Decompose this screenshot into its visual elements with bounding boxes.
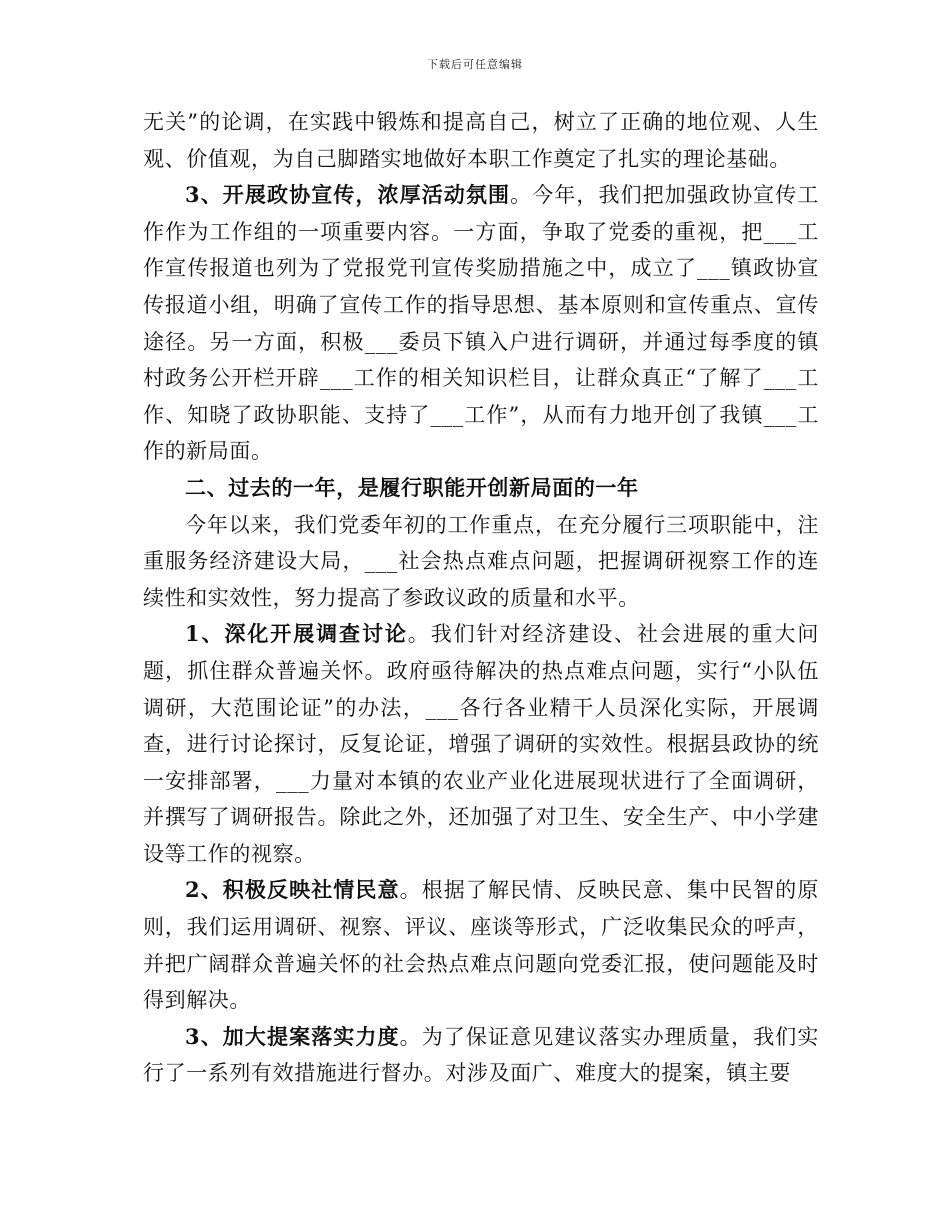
paragraph-publicity [143,177,819,470]
paragraph-heading: 3、加大提案落实力度 [185,1023,400,1049]
section-heading [143,470,819,507]
paragraph-heading: 1、深化开展调查讨论 [185,621,408,647]
page-header: 下载后可任意编辑 [427,58,523,71]
section-heading-text: 二、过去的一年，是履行职能开创新局面的一年 [185,474,639,500]
paragraph-heading: 2、积极反映社情民意 [185,877,400,903]
paragraph-continuation [143,104,819,177]
paragraph-overview [143,507,819,617]
paragraph-public-opinion [143,872,819,1018]
paragraph-proposals [143,1019,819,1092]
paragraph-text: 无关”的论调，在实践中锻炼和提高自己，树立了正确的地位观、人生观、价值观，为自己脚踏实地做好本职工作奠定了扎实的理论基础。 [143,110,819,171]
paragraph-text: 。根据了解民情、反映民意、集中民智的原则，我们运用调研、视察、评议、座谈等形式，广泛收集民众的呼声，并把广阔群众普遍关怀的社会热点难点问题向党委汇报，使问题能及时得到解决。 [143,878,819,1013]
document-body [143,104,819,1092]
paragraph-text: 今年以来，我们党委年初的工作重点，在充分履行三项职能中，注重服务经济建设大局，___社会热点难点问题，把握调研视察工作的连续性和实效性，努力提高了参政议政的质量和水平。 [143,512,819,610]
paragraph-text: 。今年，我们把加强政协宣传工作作为工作组的一项重要内容。一方面，争取了党委的重视，把___工作宣传报道也列为了党报党刊宣传奖励措施之中，成立了___镇政协宣传报道小组，明确了宣传工作的指导思想、基本原则和宣传重点、宣传途径。另一方面，积极___委员下镇入户进行调研，并通过每季度的镇村政务公开栏开辟___工作的相关知识栏目，让群众真正“了解了___工作、知晓了政协职能、支持了___工作”，从而有力地开创了我镇___工作的新局面。 [143,183,819,464]
paragraph-text: 。为了保证意见建议落实办理质量，我们实行了一系列有效措施进行督办。对涉及面广、难度大的提案，镇主要 [143,1024,819,1086]
paragraph-text: 。我们针对经济建设、社会进展的重大问题，抓住群众普遍关怀。政府亟待解决的热点难点问题，实行“小队伍调研，大范围论证”的办法，___各行各业精干人员深化实际，开展调查，进行讨论探讨，反复论证，增强了调研的实效性。根据县政协的统一安排部署，___力量对本镇的农业产业化进展现状进行了全面调研，并撰写了调研报告。除此之外，还加强了对卫生、安全生产、中小学建设等工作的视察。 [143,622,819,866]
paragraph-heading: 3、开展政协宣传，浓厚活动氛围 [185,182,511,208]
paragraph-research [143,616,819,872]
